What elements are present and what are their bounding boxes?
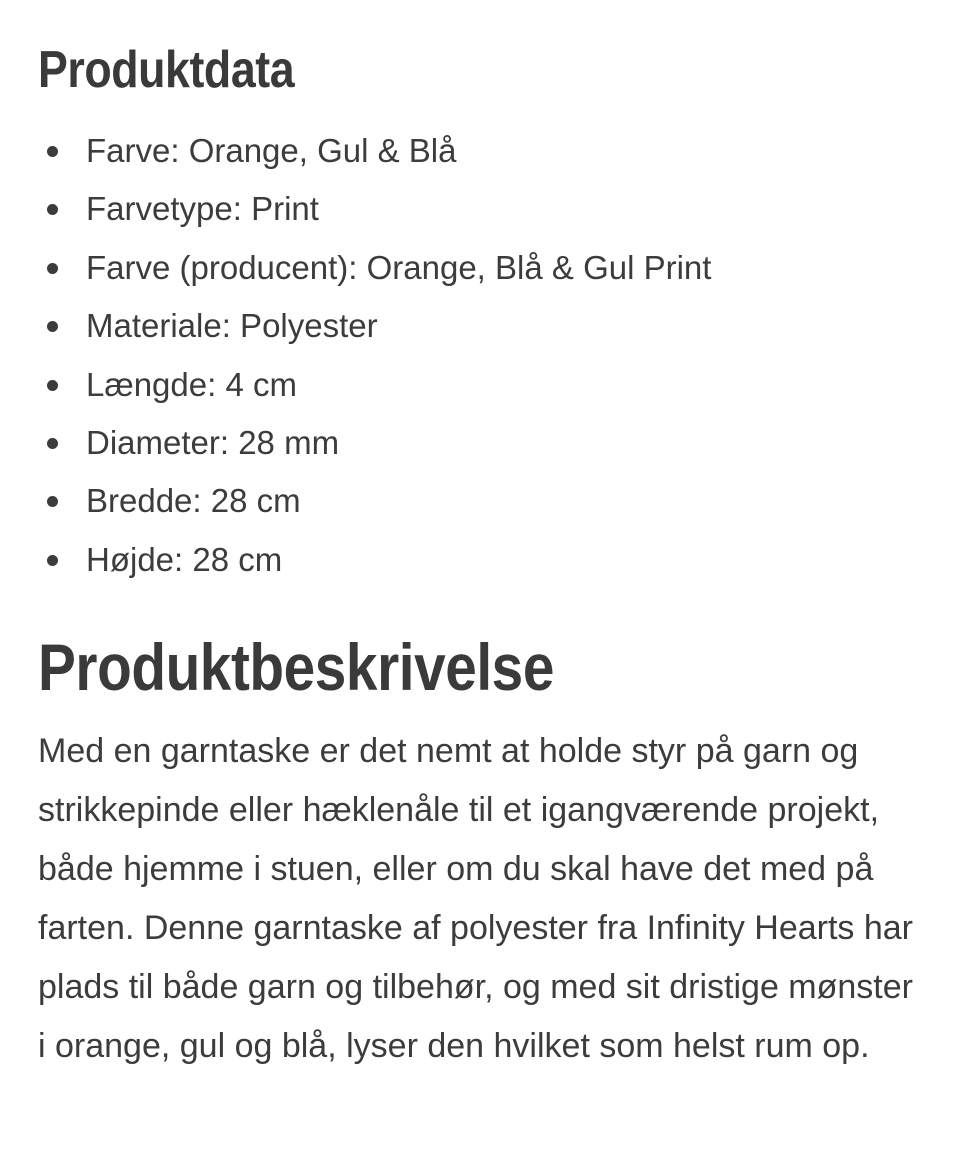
list-item-text: Bredde: 28 cm (86, 482, 301, 520)
list-item (38, 472, 711, 530)
bullet-icon (47, 321, 58, 332)
product-data-list (38, 122, 711, 589)
bullet-icon (47, 263, 58, 274)
list-item (38, 531, 711, 589)
product-data-heading: Produktdata (38, 41, 295, 99)
list-item-text: Materiale: Polyester (86, 307, 378, 345)
product-description-text: Med en garntaske er det nemt at holde styr på garn og strikkepinde eller hæklenåle til et igangværende projekt, både hjemme i stuen, eller om du skal have det med på farten. Denne garntaske af polyester fra Infinity Hearts har plads til både garn og tilbehør, og med sit dristige mønster i orange, gul og blå, lyser den hvilket som helst rum op. (38, 732, 914, 1065)
bullet-icon (47, 496, 58, 507)
bullet-icon (47, 380, 58, 391)
list-item (38, 122, 711, 180)
list-item (38, 239, 711, 297)
list-item (38, 297, 711, 355)
list-item (38, 356, 711, 414)
list-item (38, 180, 711, 238)
list-item-text: Farve: Orange, Gul & Blå (86, 132, 457, 169)
bullet-icon (47, 146, 58, 157)
product-description-heading: Produktbeskrivelse (38, 630, 554, 704)
bullet-icon (47, 204, 58, 215)
bullet-icon (47, 555, 58, 566)
bullet-icon (47, 438, 58, 449)
list-item (38, 414, 711, 472)
list-item-text: Højde: 28 cm (86, 540, 283, 578)
list-item-text: Farvetype: Print (86, 190, 319, 228)
list-item-text: Farve (producent): Orange, Blå & Gul Print (86, 248, 712, 286)
list-item-text: Diameter: 28 mm (86, 423, 340, 461)
list-item-text: Længde: 4 cm (86, 365, 297, 403)
